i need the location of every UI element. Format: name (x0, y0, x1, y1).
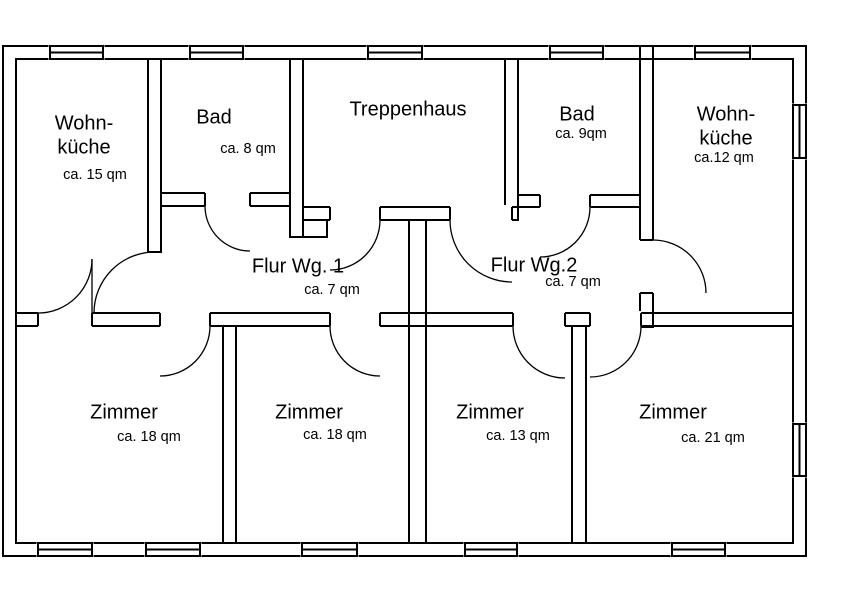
door-arc-flur2-wk2 (653, 240, 706, 293)
outer-wall-inner (16, 59, 793, 543)
door-opening-bad1 (205, 191, 250, 208)
room-label-flur-wg-2: Flur Wg.2 (490, 254, 578, 277)
door-arc-flur2-z3 (513, 326, 565, 378)
room-area-zimmer-2: ca. 18 qm (303, 426, 367, 443)
room-label-wohnkueche-1: küche (57, 136, 111, 159)
divider-wk1-bad1 (148, 59, 161, 252)
room-area-bad-2: ca. 9qm (555, 125, 607, 142)
trepp-foot (303, 220, 327, 237)
room-area-zimmer-1: ca. 18 qm (117, 428, 181, 445)
door-opening-flur2-z4 (590, 311, 641, 328)
door-arc-bad1 (205, 206, 250, 251)
room-area-zimmer-4: ca. 21 qm (681, 429, 745, 446)
divider-bad1-trepp (290, 59, 303, 237)
room-label-bad-1: Bad (196, 106, 232, 129)
room-area-wohnkueche-2: ca.12 qm (694, 149, 754, 166)
room-label-zimmer-3: Zimmer (456, 401, 524, 424)
door-arc-flur1-z1 (160, 326, 210, 376)
door-opening-flur1-z1 (160, 311, 210, 328)
door-opening-flur2-z3 (513, 311, 565, 328)
door-opening-flur1-z2 (330, 311, 380, 328)
room-label-bad-2: Bad (559, 103, 595, 126)
walls-layer (3, 46, 806, 556)
windows-layer (37, 45, 808, 558)
door-arc-flur2-z4 (590, 326, 641, 377)
room-label-wohnkueche-1: Wohn- (54, 112, 114, 135)
room-area-wohnkueche-1: ca. 15 qm (63, 166, 127, 183)
corridor-south-wall (16, 313, 793, 326)
room-area-flur-wg-1: ca. 7 qm (304, 281, 360, 298)
room-label-zimmer-1: Zimmer (90, 401, 158, 424)
divider-z3-z4 (572, 326, 586, 543)
outer-wall-outline (3, 46, 806, 556)
door-opening-trepp-r (450, 205, 512, 222)
door-arc-flur1-z2 (330, 326, 380, 376)
room-label-wohnkueche-2: Wohn- (696, 103, 756, 126)
door-opening-trepp-l (330, 205, 380, 222)
divider-trepp-bad2 (505, 59, 518, 220)
doors-layer (38, 206, 706, 378)
room-area-zimmer-3: ca. 13 qm (486, 427, 550, 444)
door-opening-wk1-z1 (38, 311, 92, 328)
door-arc-wk1-flur1 (94, 252, 155, 313)
room-label-zimmer-2: Zimmer (275, 401, 343, 424)
room-label-zimmer-4: Zimmer (639, 401, 707, 424)
room-area-flur-wg-2: ca. 7 qm (545, 273, 601, 290)
room-area-bad-1: ca. 8 qm (220, 140, 276, 157)
door-opening-bad2 (540, 193, 590, 209)
divider-z1-z2 (223, 326, 236, 543)
door-arc-wk1-z1 (38, 259, 92, 313)
divider-flur1-flur2 (409, 220, 426, 543)
door-arc-bad2 (540, 207, 590, 257)
door-opening-flur2-wk2 (638, 240, 655, 293)
room-label-wohnkueche-2: küche (699, 127, 753, 150)
room-label-flur-wg-1: Flur Wg. 1 (251, 255, 345, 278)
room-label-treppenhaus: Treppenhaus (349, 98, 467, 121)
